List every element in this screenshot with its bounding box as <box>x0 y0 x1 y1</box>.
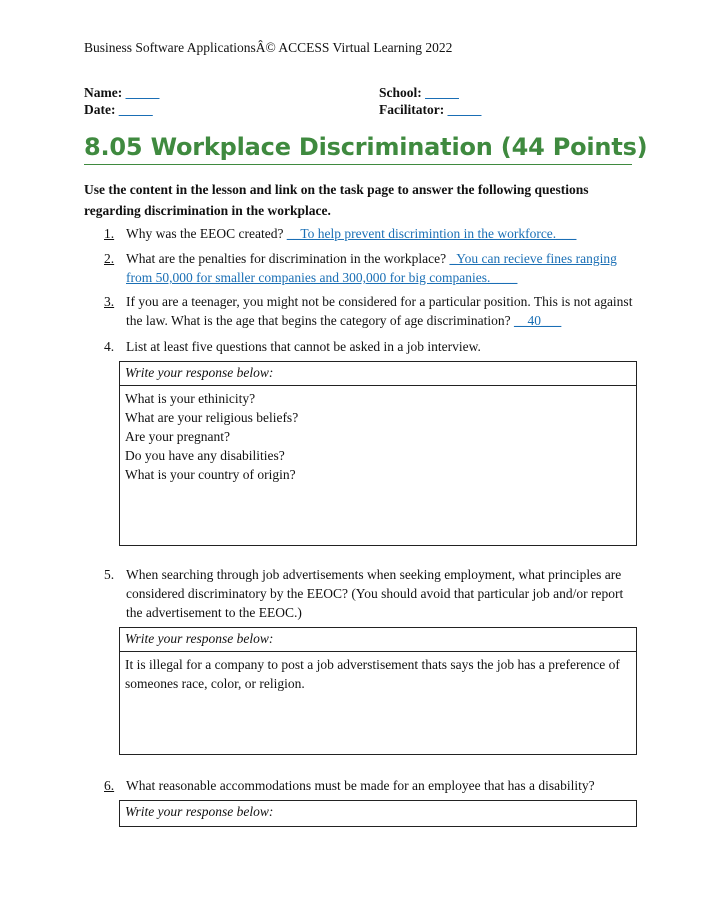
question-number: 3. <box>104 294 115 309</box>
response-prompt: Write your response below: <box>120 362 636 386</box>
facilitator-label: Facilitator: <box>379 102 445 117</box>
response-line: What is your ethinicity? <box>125 391 256 406</box>
question-5 <box>104 565 634 622</box>
page-title: 8.05 Workplace Discrimination (44 Points) <box>84 133 632 165</box>
response-line: Do you have any disabilities? <box>125 448 285 463</box>
response-prompt: Write your response below: <box>125 804 274 819</box>
response-area[interactable] <box>120 386 636 487</box>
document-header: Business Software ApplicationsÂ© ACCESS Virtual Learning 2022 <box>84 40 453 55</box>
instructions: Use the content in the lesson and link on the task page to answer the following questions regarding discrimination in the workplace. <box>84 182 589 218</box>
date-field <box>84 101 153 118</box>
question-number: 1. <box>104 226 115 241</box>
school-label: School: <box>379 85 422 100</box>
question-number: 2. <box>104 251 115 266</box>
date-label: Date: <box>84 102 116 117</box>
question-6 <box>104 776 634 795</box>
answer-text[interactable]: _You can recieve fines ranging from 50,000 for smaller companies and 300,000 for big companies.____ <box>126 251 617 285</box>
response-line: What are your religious beliefs? <box>125 410 299 425</box>
facilitator-value[interactable]: _____ <box>447 102 482 117</box>
question-number: 4. <box>104 339 115 354</box>
question-number: 6. <box>104 778 115 793</box>
question-2 <box>104 249 624 287</box>
response-line: Are your pregnant? <box>125 429 230 444</box>
question-text: Why was the EEOC created? <box>126 226 284 241</box>
question-text: When searching through job advertisements when seeking employment, what principles are considered discriminatory by the EEOC? (You should avoid that particular job and/or report the advertisement to the EEOC.) <box>126 567 624 620</box>
response-box-q5 <box>119 627 637 755</box>
name-value[interactable]: _____ <box>125 85 160 100</box>
facilitator-field <box>379 101 481 118</box>
school-value[interactable]: _____ <box>425 85 459 100</box>
question-number: 5. <box>104 567 115 582</box>
response-box-q6 <box>119 800 637 827</box>
date-value[interactable]: _____ <box>118 102 153 117</box>
response-area[interactable]: It is illegal for a company to post a job adverstisement thats says the job has a preference of someones race, color, or religion. <box>125 657 620 691</box>
school-field <box>379 84 459 101</box>
answer-text[interactable]: __40___ <box>514 313 562 328</box>
name-label: Name: <box>84 85 123 100</box>
response-line: What is your country of origin? <box>125 467 296 482</box>
name-field <box>84 84 159 101</box>
response-prompt: Write your response below: <box>120 628 636 652</box>
answer-text[interactable]: __To help prevent discrimintion in the workforce.___ <box>286 226 577 241</box>
question-1 <box>104 224 634 243</box>
question-text: What are the penalties for discrimination in the workplace? <box>126 251 447 266</box>
question-text: List at least five questions that cannot be asked in a job interview. <box>126 339 481 354</box>
question-4 <box>104 337 634 356</box>
question-text: What reasonable accommodations must be made for an employee that has a disability? <box>126 778 595 793</box>
response-box-q4 <box>119 361 637 546</box>
question-text: If you are a teenager, you might not be considered for a particular position. This is not against the law. What is the age that begins the category of age discrimination? <box>126 294 633 328</box>
question-3 <box>104 292 634 330</box>
